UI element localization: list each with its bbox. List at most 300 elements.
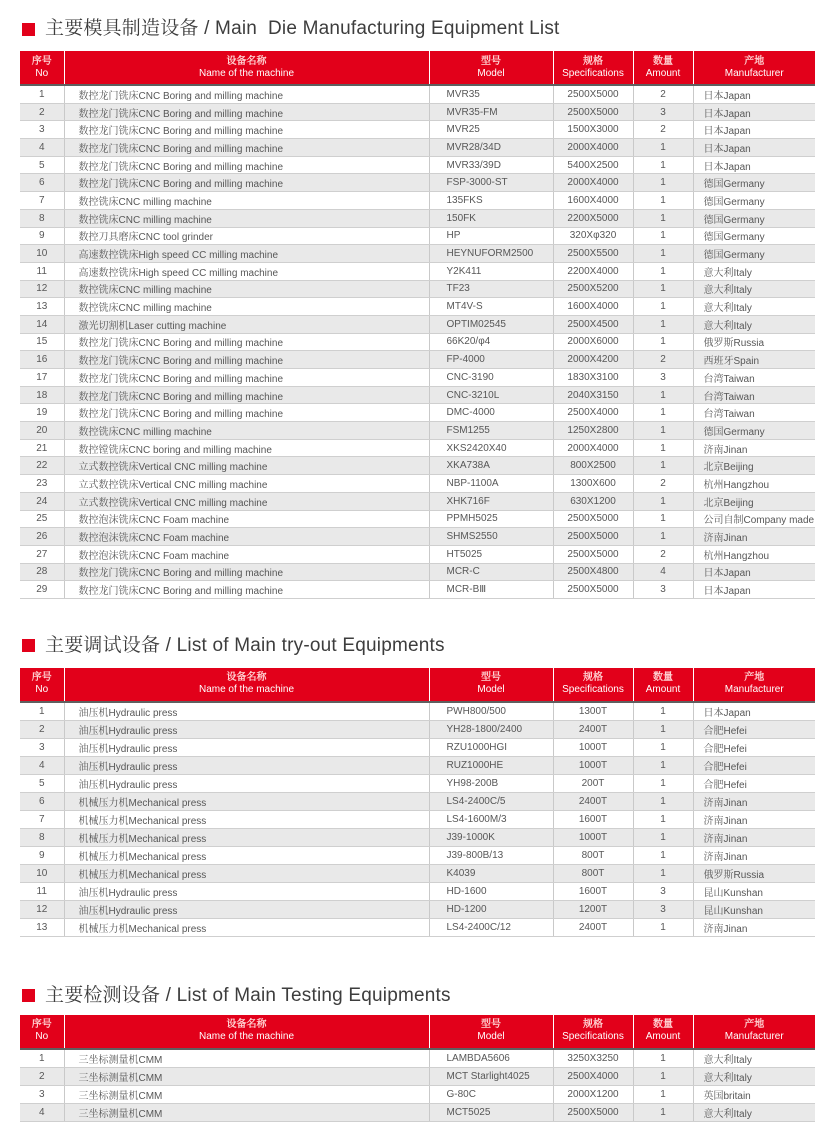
table-row	[20, 121, 815, 139]
model: HT5025	[429, 545, 553, 563]
specification: 800X2500	[553, 457, 633, 475]
model: RZU1000HGI	[429, 738, 553, 756]
machine-name: 油压机Hydraulic press	[64, 882, 429, 900]
table-row	[20, 262, 815, 280]
manufacturer: 德国Germany	[693, 192, 815, 210]
specification: 2500X5500	[553, 245, 633, 263]
table-body	[20, 702, 815, 937]
machine-name: 油压机Hydraulic press	[64, 720, 429, 738]
amount: 1	[633, 1085, 693, 1103]
specification: 1600T	[553, 810, 633, 828]
manufacturer: 德国Germany	[693, 174, 815, 192]
model: MCR-BⅢ	[429, 581, 553, 599]
model: MCT Starlight4025	[429, 1067, 553, 1085]
amount: 1	[633, 1049, 693, 1068]
specification: 1600X4000	[553, 192, 633, 210]
table-row	[20, 581, 815, 599]
amount: 1	[633, 457, 693, 475]
table-row	[20, 738, 815, 756]
manufacturer: 济南Jinan	[693, 528, 815, 546]
row-no: 1	[20, 1049, 64, 1068]
amount: 1	[633, 333, 693, 351]
specification: 320Xφ320	[553, 227, 633, 245]
machine-name: 立式数控铣床Vertical CNC milling machine	[64, 475, 429, 493]
table-row	[20, 333, 815, 351]
row-no: 3	[20, 1085, 64, 1103]
row-no: 17	[20, 369, 64, 387]
row-no: 1	[20, 85, 64, 103]
model: XKS2420X40	[429, 439, 553, 457]
model: DMC-4000	[429, 404, 553, 422]
header-specifications: 规格 Specifications	[553, 1015, 633, 1049]
amount: 1	[633, 386, 693, 404]
header-name: 设备名称 Name of the machine	[64, 668, 429, 702]
table-row	[20, 227, 815, 245]
specification: 5400X2500	[553, 156, 633, 174]
model: FSM1255	[429, 422, 553, 440]
header-specifications: 规格 Specifications	[553, 51, 633, 85]
manufacturer: 合肥Hefei	[693, 774, 815, 792]
table-row	[20, 475, 815, 493]
red-square-bullet-icon	[22, 989, 35, 1002]
specification: 1000T	[553, 756, 633, 774]
table-row	[20, 1085, 815, 1103]
model: MVR25	[429, 121, 553, 139]
amount: 2	[633, 85, 693, 103]
amount: 1	[633, 422, 693, 440]
machine-name: 高速数控铣床High speed CC milling machine	[64, 262, 429, 280]
manufacturer: 杭州Hangzhou	[693, 545, 815, 563]
manufacturer: 台湾Taiwan	[693, 386, 815, 404]
model: YH28-1800/2400	[429, 720, 553, 738]
machine-name: 数控龙门铣床CNC Boring and milling machine	[64, 85, 429, 103]
section-title: 主要模具制造设备 / Main Die Manufacturing Equipment List	[45, 18, 560, 39]
row-no: 19	[20, 404, 64, 422]
manufacturer: 昆山Kunshan	[693, 882, 815, 900]
table-row	[20, 828, 815, 846]
specification: 2500X4500	[553, 315, 633, 333]
specification: 2500X4800	[553, 563, 633, 581]
manufacturer: 日本Japan	[693, 702, 815, 721]
header-no: 序号 No	[20, 1015, 64, 1049]
row-no: 8	[20, 209, 64, 227]
header-amount: 数量 Amount	[633, 668, 693, 702]
row-no: 28	[20, 563, 64, 581]
machine-name: 数控龙门铣床CNC Boring and milling machine	[64, 563, 429, 581]
model: MCR-C	[429, 563, 553, 581]
table-row	[20, 756, 815, 774]
machine-name: 数控龙门铣床CNC Boring and milling machine	[64, 404, 429, 422]
model: PPMH5025	[429, 510, 553, 528]
table-row	[20, 792, 815, 810]
machine-name: 数控铣床CNC milling machine	[64, 298, 429, 316]
row-no: 7	[20, 810, 64, 828]
machine-name: 机械压力机Mechanical press	[64, 828, 429, 846]
row-no: 13	[20, 918, 64, 936]
row-no: 5	[20, 156, 64, 174]
specification: 2500X5000	[553, 103, 633, 121]
specification: 2000X6000	[553, 333, 633, 351]
specification: 2000X4000	[553, 139, 633, 157]
manufacturer: 日本Japan	[693, 121, 815, 139]
row-no: 18	[20, 386, 64, 404]
machine-name: 油压机Hydraulic press	[64, 738, 429, 756]
specification: 1000T	[553, 738, 633, 756]
table-body	[20, 1049, 815, 1122]
model: MCT5025	[429, 1103, 553, 1121]
amount: 3	[633, 369, 693, 387]
row-no: 29	[20, 581, 64, 599]
model: RUZ1000HE	[429, 756, 553, 774]
machine-name: 机械压力机Mechanical press	[64, 846, 429, 864]
model: Y2K411	[429, 262, 553, 280]
row-no: 20	[20, 422, 64, 440]
table-row	[20, 209, 815, 227]
table-header	[20, 1015, 815, 1049]
table-row	[20, 192, 815, 210]
row-no: 24	[20, 492, 64, 510]
row-no: 4	[20, 1103, 64, 1121]
model: FSP-3000-ST	[429, 174, 553, 192]
machine-name: 机械压力机Mechanical press	[64, 810, 429, 828]
table-row	[20, 315, 815, 333]
row-no: 1	[20, 702, 64, 721]
header-amount: 数量 Amount	[633, 51, 693, 85]
amount: 3	[633, 882, 693, 900]
manufacturer: 意大利Italy	[693, 1103, 815, 1121]
model: 150FK	[429, 209, 553, 227]
amount: 1	[633, 192, 693, 210]
amount: 2	[633, 121, 693, 139]
table-row	[20, 245, 815, 263]
row-no: 27	[20, 545, 64, 563]
specification: 2500X5000	[553, 85, 633, 103]
amount: 1	[633, 262, 693, 280]
specification: 2500X5000	[553, 1103, 633, 1121]
manufacturer: 英国britain	[693, 1085, 815, 1103]
specification: 630X1200	[553, 492, 633, 510]
amount: 1	[633, 245, 693, 263]
specification: 2200X4000	[553, 262, 633, 280]
row-no: 6	[20, 792, 64, 810]
specification: 1000T	[553, 828, 633, 846]
header-no: 序号 No	[20, 51, 64, 85]
amount: 1	[633, 227, 693, 245]
manufacturer: 德国Germany	[693, 422, 815, 440]
section-header	[22, 18, 815, 40]
machine-name: 数控刀具磨床CNC tool grinder	[64, 227, 429, 245]
model: 66K20/φ4	[429, 333, 553, 351]
machine-name: 立式数控铣床Vertical CNC milling machine	[64, 492, 429, 510]
machine-name: 数控铣床CNC milling machine	[64, 280, 429, 298]
table-row	[20, 280, 815, 298]
section-title: 主要检测设备 / List of Main Testing Equipments	[45, 984, 451, 1006]
manufacturer: 济南Jinan	[693, 918, 815, 936]
amount: 1	[633, 139, 693, 157]
section-header	[22, 985, 815, 1007]
manufacturer: 日本Japan	[693, 563, 815, 581]
model: HEYNUFORM2500	[429, 245, 553, 263]
row-no: 13	[20, 298, 64, 316]
machine-name: 油压机Hydraulic press	[64, 774, 429, 792]
machine-name: 立式数控铣床Vertical CNC milling machine	[64, 457, 429, 475]
amount: 1	[633, 156, 693, 174]
manufacturer: 俄罗斯Russia	[693, 333, 815, 351]
model: G-80C	[429, 1085, 553, 1103]
amount: 1	[633, 298, 693, 316]
row-no: 22	[20, 457, 64, 475]
table-row	[20, 492, 815, 510]
model: J39-1000K	[429, 828, 553, 846]
table-row	[20, 1049, 815, 1068]
model: MVR35-FM	[429, 103, 553, 121]
header-model: 型号 Model	[429, 51, 553, 85]
model: MVR35	[429, 85, 553, 103]
table-row	[20, 422, 815, 440]
amount: 1	[633, 510, 693, 528]
model: K4039	[429, 864, 553, 882]
machine-name: 数控龙门铣床CNC Boring and milling machine	[64, 581, 429, 599]
row-no: 25	[20, 510, 64, 528]
manufacturer: 公司自制Company made	[693, 510, 815, 528]
model: HD-1600	[429, 882, 553, 900]
machine-name: 数控铣床CNC milling machine	[64, 209, 429, 227]
machine-name: 数控龙门铣床CNC Boring and milling machine	[64, 121, 429, 139]
table-row	[20, 103, 815, 121]
amount: 4	[633, 563, 693, 581]
row-no: 23	[20, 475, 64, 493]
model: SHMS2550	[429, 528, 553, 546]
manufacturer: 意大利Italy	[693, 262, 815, 280]
amount: 1	[633, 774, 693, 792]
header-manufacturer: 产地 Manufacturer	[693, 668, 815, 702]
manufacturer: 俄罗斯Russia	[693, 864, 815, 882]
machine-name: 数控铣床CNC milling machine	[64, 422, 429, 440]
model: MT4V-S	[429, 298, 553, 316]
row-no: 4	[20, 139, 64, 157]
machine-name: 数控龙门铣床CNC Boring and milling machine	[64, 139, 429, 157]
manufacturer: 西班牙Spain	[693, 351, 815, 369]
specification: 2000X4200	[553, 351, 633, 369]
row-no: 4	[20, 756, 64, 774]
table-row	[20, 85, 815, 103]
specification: 2000X4000	[553, 439, 633, 457]
specification: 2500X4000	[553, 1067, 633, 1085]
specification: 2200X5000	[553, 209, 633, 227]
section-header	[22, 635, 815, 657]
amount: 1	[633, 792, 693, 810]
specification: 1300X600	[553, 475, 633, 493]
manufacturer: 日本Japan	[693, 85, 815, 103]
header-amount: 数量 Amount	[633, 1015, 693, 1049]
red-square-bullet-icon	[22, 23, 35, 36]
manufacturer: 德国Germany	[693, 227, 815, 245]
row-no: 21	[20, 439, 64, 457]
header-name: 设备名称 Name of the machine	[64, 1015, 429, 1049]
manufacturer: 德国Germany	[693, 245, 815, 263]
machine-name: 数控龙门铣床CNC Boring and milling machine	[64, 351, 429, 369]
machine-name: 数控龙门铣床CNC Boring and milling machine	[64, 333, 429, 351]
specification: 2500X5200	[553, 280, 633, 298]
row-no: 15	[20, 333, 64, 351]
amount: 1	[633, 720, 693, 738]
model: OPTIM02545	[429, 315, 553, 333]
amount: 1	[633, 1103, 693, 1121]
specification: 1200T	[553, 900, 633, 918]
amount: 1	[633, 864, 693, 882]
table-row	[20, 846, 815, 864]
amount: 3	[633, 103, 693, 121]
amount: 2	[633, 351, 693, 369]
amount: 1	[633, 756, 693, 774]
manufacturer: 台湾Taiwan	[693, 404, 815, 422]
specification: 2000X4000	[553, 174, 633, 192]
manufacturer: 北京Beijing	[693, 457, 815, 475]
amount: 3	[633, 900, 693, 918]
row-no: 12	[20, 280, 64, 298]
specification: 2400T	[553, 792, 633, 810]
machine-name: 数控镗铣床CNC boring and milling machine	[64, 439, 429, 457]
table-row	[20, 369, 815, 387]
machine-name: 机械压力机Mechanical press	[64, 918, 429, 936]
amount: 1	[633, 174, 693, 192]
table-row	[20, 528, 815, 546]
amount: 1	[633, 439, 693, 457]
table-row	[20, 918, 815, 936]
specification: 1830X3100	[553, 369, 633, 387]
model: FP-4000	[429, 351, 553, 369]
amount: 1	[633, 209, 693, 227]
row-no: 6	[20, 174, 64, 192]
table-row	[20, 774, 815, 792]
manufacturer: 日本Japan	[693, 156, 815, 174]
red-square-bullet-icon	[22, 639, 35, 652]
specification: 200T	[553, 774, 633, 792]
machine-name: 数控龙门铣床CNC Boring and milling machine	[64, 369, 429, 387]
machine-name: 数控龙门铣床CNC Boring and milling machine	[64, 386, 429, 404]
table-row	[20, 174, 815, 192]
model: MVR28/34D	[429, 139, 553, 157]
manufacturer: 杭州Hangzhou	[693, 475, 815, 493]
row-no: 3	[20, 121, 64, 139]
specification: 2500X5000	[553, 581, 633, 599]
row-no: 11	[20, 262, 64, 280]
specification: 2500X4000	[553, 404, 633, 422]
manufacturer: 意大利Italy	[693, 1067, 815, 1085]
model: XHK716F	[429, 492, 553, 510]
manufacturer: 合肥Hefei	[693, 738, 815, 756]
specification: 800T	[553, 846, 633, 864]
section-die-manufacturing	[20, 18, 815, 599]
row-no: 8	[20, 828, 64, 846]
table-row	[20, 298, 815, 316]
row-no: 10	[20, 864, 64, 882]
amount: 1	[633, 492, 693, 510]
table-row	[20, 510, 815, 528]
model: 135FKS	[429, 192, 553, 210]
manufacturer: 济南Jinan	[693, 828, 815, 846]
try-out-table	[20, 668, 815, 937]
amount: 1	[633, 828, 693, 846]
specification: 2500X5000	[553, 528, 633, 546]
machine-name: 数控铣床CNC milling machine	[64, 192, 429, 210]
specification: 2400T	[553, 918, 633, 936]
model: YH98-200B	[429, 774, 553, 792]
amount: 1	[633, 528, 693, 546]
specification: 1300T	[553, 702, 633, 721]
machine-name: 油压机Hydraulic press	[64, 756, 429, 774]
table-row	[20, 900, 815, 918]
table-row	[20, 404, 815, 422]
machine-name: 高速数控铣床High speed CC milling machine	[64, 245, 429, 263]
testing-table	[20, 1015, 815, 1122]
manufacturer: 济南Jinan	[693, 846, 815, 864]
row-no: 12	[20, 900, 64, 918]
header-manufacturer: 产地 Manufacturer	[693, 51, 815, 85]
table-row	[20, 720, 815, 738]
table-row	[20, 882, 815, 900]
manufacturer: 合肥Hefei	[693, 756, 815, 774]
model: PWH800/500	[429, 702, 553, 721]
die-manufacturing-table	[20, 51, 815, 599]
model: J39-800B/13	[429, 846, 553, 864]
table-row	[20, 545, 815, 563]
row-no: 5	[20, 774, 64, 792]
model: LS4-1600M/3	[429, 810, 553, 828]
row-no: 16	[20, 351, 64, 369]
table-row	[20, 563, 815, 581]
machine-name: 三坐标测量机CMM	[64, 1085, 429, 1103]
table-row	[20, 457, 815, 475]
amount: 2	[633, 545, 693, 563]
header-specifications: 规格 Specifications	[553, 668, 633, 702]
machine-name: 油压机Hydraulic press	[64, 900, 429, 918]
manufacturer: 日本Japan	[693, 581, 815, 599]
machine-name: 数控龙门铣床CNC Boring and milling machine	[64, 103, 429, 121]
manufacturer: 台湾Taiwan	[693, 369, 815, 387]
model: LAMBDA5606	[429, 1049, 553, 1068]
specification: 1600X4000	[553, 298, 633, 316]
row-no: 9	[20, 227, 64, 245]
specification: 2400T	[553, 720, 633, 738]
specification: 2040X3150	[553, 386, 633, 404]
header-model: 型号 Model	[429, 668, 553, 702]
manufacturer: 意大利Italy	[693, 298, 815, 316]
row-no: 3	[20, 738, 64, 756]
table-row	[20, 810, 815, 828]
machine-name: 三坐标测量机CMM	[64, 1049, 429, 1068]
row-no: 2	[20, 1067, 64, 1085]
amount: 1	[633, 918, 693, 936]
machine-name: 油压机Hydraulic press	[64, 702, 429, 721]
table-row	[20, 439, 815, 457]
specification: 1600T	[553, 882, 633, 900]
table-row	[20, 139, 815, 157]
amount: 1	[633, 1067, 693, 1085]
table-body	[20, 85, 815, 598]
table-row	[20, 864, 815, 882]
machine-name: 三坐标测量机CMM	[64, 1067, 429, 1085]
row-no: 2	[20, 720, 64, 738]
header-model: 型号 Model	[429, 1015, 553, 1049]
model: HP	[429, 227, 553, 245]
manufacturer: 日本Japan	[693, 139, 815, 157]
specification: 2000X1200	[553, 1085, 633, 1103]
section-title: 主要调试设备 / List of Main try-out Equipments	[45, 634, 445, 656]
row-no: 9	[20, 846, 64, 864]
table-row	[20, 1067, 815, 1085]
machine-name: 机械压力机Mechanical press	[64, 792, 429, 810]
